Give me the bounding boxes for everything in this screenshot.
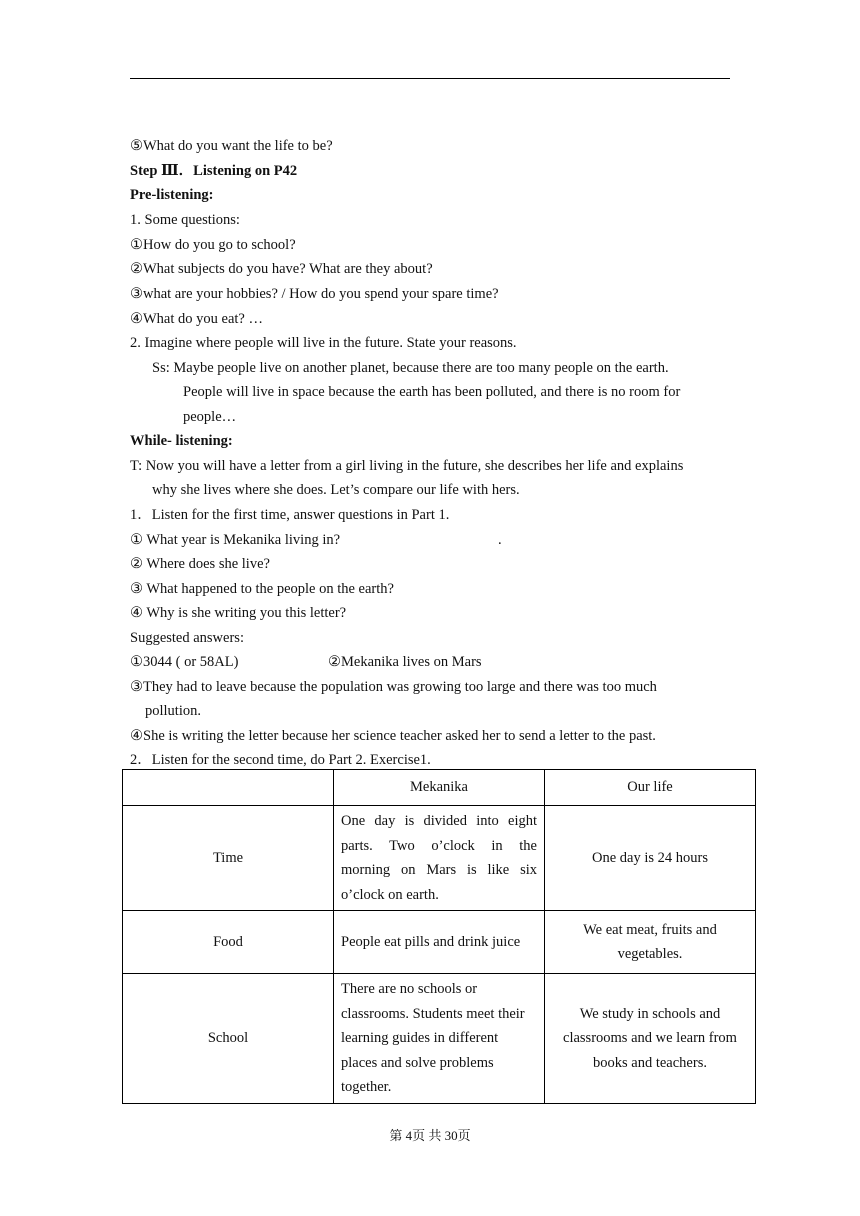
while-listening-heading: While- listening: — [130, 433, 233, 449]
answer-4: ④She is writing the letter because her science teacher asked her to send a letter to the past. — [130, 728, 656, 744]
answer-1: ①3044 ( or 58AL) — [130, 654, 239, 670]
question-1: ①How do you go to school? — [130, 237, 296, 253]
students-answer-line-2: People will live in space because the earth has been polluted, and there is no room for — [183, 384, 681, 400]
table-row — [123, 806, 756, 911]
listening-question-2: ② Where does she live? — [130, 556, 270, 572]
table-header-cell — [123, 770, 334, 806]
imagine-task: 2. Imagine where people will live in the future. State your reasons. — [130, 335, 517, 351]
our-life-cell: We eat meat, fruits and vegetables. — [545, 911, 756, 974]
table-header-cell: Mekanika — [334, 770, 545, 806]
table-header-cell: Our life — [545, 770, 756, 806]
row-label-cell: Time — [123, 806, 334, 911]
row-label-cell: School — [123, 974, 334, 1104]
some-questions: 1. Some questions: — [130, 212, 240, 228]
teacher-line-2: why she lives where she does. Let’s compare our life with hers. — [152, 482, 520, 498]
listening-question-4: ④ Why is she writing you this letter? — [130, 605, 347, 621]
listening-question-1: ① What year is Mekanika living in? — [130, 532, 341, 548]
question-5: ⑤What do you want the life to be? — [130, 138, 333, 154]
teacher-line-1: T: Now you will have a letter from a girl living in the future, she describes her life and explains — [130, 458, 684, 474]
listen-second-time: 2．Listen for the second time, do Part 2. Exercise1. — [130, 752, 431, 768]
table-row — [123, 974, 756, 1104]
header-rule — [130, 78, 730, 79]
our-life-cell: One day is 24 hours — [545, 806, 756, 911]
mekanika-cell: People eat pills and drink juice — [334, 911, 545, 974]
our-life-cell: We study in schools and classrooms and we learn from books and teachers. — [545, 974, 756, 1104]
row-label-cell: Food — [123, 911, 334, 974]
mekanika-cell: One day is divided into eight parts. Two o’clock in the morning on Mars is like six o’clock on earth. — [334, 806, 545, 911]
question-3: ③what are your hobbies? / How do you spend your spare time? — [130, 286, 499, 302]
listening-question-3: ③ What happened to the people on the earth? — [130, 581, 394, 597]
students-answer-line-3: people… — [183, 409, 237, 425]
suggested-answers-heading: Suggested answers: — [130, 630, 244, 646]
answer-3-line-1: ③They had to leave because the population was growing too large and there was too much — [130, 679, 657, 695]
pre-listening-heading: Pre-listening: — [130, 187, 214, 203]
step-3-heading: Step Ⅲ．Listening on P42 — [130, 163, 298, 179]
students-answer-line-1: Ss: Maybe people live on another planet, because there are too many people on the earth. — [152, 360, 669, 376]
mekanika-cell: There are no schools or classrooms. Students meet their learning guides in different places and solve problems together. — [334, 974, 545, 1104]
answer-3-line-2: pollution. — [145, 703, 201, 719]
listen-first-time: 1．Listen for the first time, answer questions in Part 1. — [130, 507, 450, 523]
answer-2: ②Mekanika lives on Mars — [328, 654, 482, 670]
listening-question-1-blank-end: . — [498, 532, 502, 548]
question-4: ④What do you eat? … — [130, 311, 263, 327]
comparison-table — [122, 769, 756, 1104]
table-header-row — [123, 770, 756, 806]
table-row — [123, 911, 756, 974]
question-2: ②What subjects do you have? What are they about? — [130, 261, 433, 277]
page-footer: 第 4页 共 30页 — [389, 1128, 471, 1143]
